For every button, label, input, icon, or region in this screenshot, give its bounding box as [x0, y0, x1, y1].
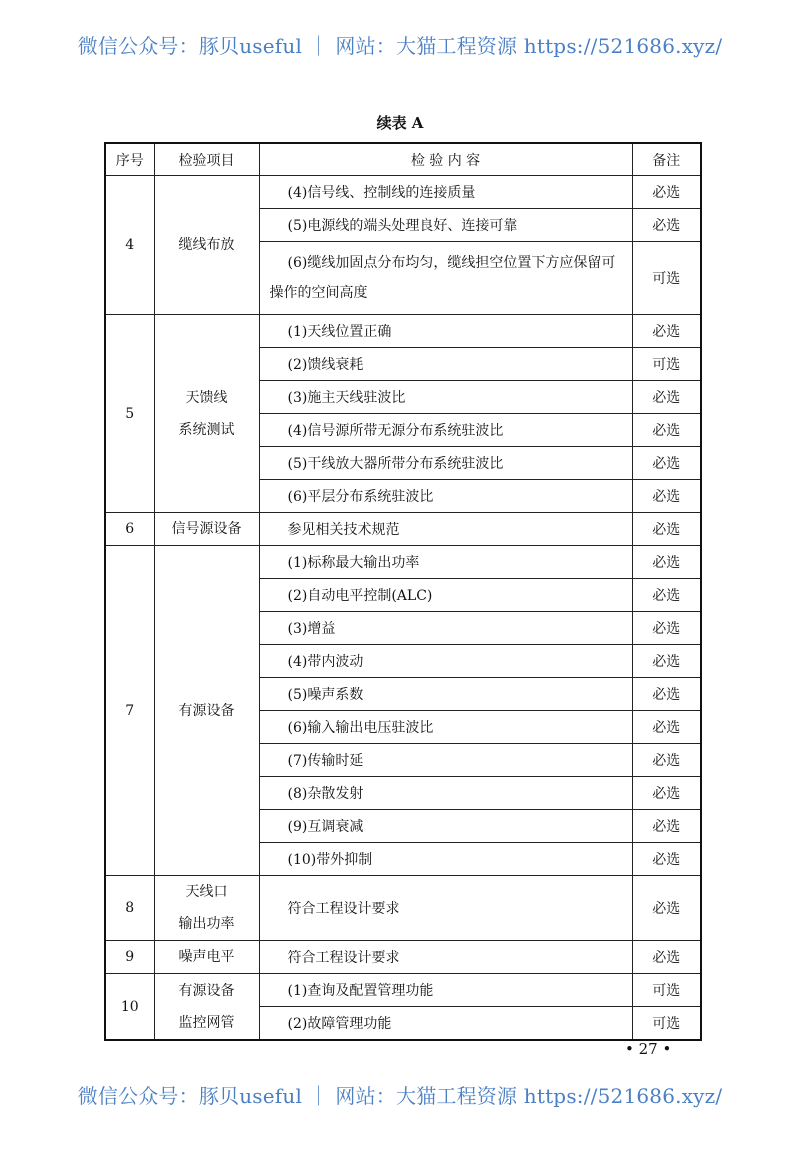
cell-note: 必选 — [632, 480, 701, 513]
item-line: 缆线布放 — [178, 237, 235, 253]
cell-content: (6)平层分布系统驻波比 — [259, 480, 632, 513]
item-line: 监控网管 — [178, 1014, 235, 1031]
table-row — [105, 315, 701, 348]
cell-content: (7)传输时延 — [259, 744, 632, 777]
item-line: 天线口 — [185, 884, 228, 900]
cell-content: (1)天线位置正确 — [259, 315, 632, 348]
cell-item — [154, 176, 259, 315]
cell-content: (6)缆线加固点分布均匀，缆线担空位置下方应保留可操作的空间高度 — [259, 242, 632, 315]
cell-note: 可选 — [632, 1007, 701, 1041]
table-row — [105, 546, 701, 579]
cell-no: 9 — [105, 941, 154, 974]
header-note: 备注 — [632, 143, 701, 176]
inspection-table — [104, 142, 702, 1041]
cell-content: (4)信号源所带无源分布系统驻波比 — [259, 414, 632, 447]
item-line: 天馈线 — [185, 389, 228, 406]
cell-content: (4)信号线、控制线的连接质量 — [259, 176, 632, 209]
table-header-row — [105, 143, 701, 176]
cell-note: 必选 — [632, 381, 701, 414]
cell-note: 必选 — [632, 209, 701, 242]
page-number: • 27 • — [625, 1040, 672, 1058]
cell-content: 符合工程设计要求 — [259, 941, 632, 974]
item-line: 噪声电平 — [178, 949, 235, 965]
cell-note: 必选 — [632, 176, 701, 209]
cell-item — [154, 315, 259, 513]
cell-content: (5)噪声系数 — [259, 678, 632, 711]
cell-content: (1)查询及配置管理功能 — [259, 974, 632, 1007]
cell-content: 符合工程设计要求 — [259, 876, 632, 941]
header-item: 检验项目 — [154, 143, 259, 176]
cell-content: (1)标称最大输出功率 — [259, 546, 632, 579]
cell-item — [154, 876, 259, 941]
cell-content: (2)馈线衰耗 — [259, 348, 632, 381]
cell-no: 7 — [105, 546, 154, 876]
cell-no: 8 — [105, 876, 154, 941]
cell-content: (4)带内波动 — [259, 645, 632, 678]
cell-no: 6 — [105, 513, 154, 546]
cell-item — [154, 513, 259, 546]
cell-content: (3)增益 — [259, 612, 632, 645]
header-content: 检 验 内 容 — [259, 143, 632, 176]
cell-item — [154, 941, 259, 974]
cell-content: (8)杂散发射 — [259, 777, 632, 810]
cell-note: 必选 — [632, 447, 701, 480]
cell-note: 必选 — [632, 414, 701, 447]
cell-note: 必选 — [632, 513, 701, 546]
cell-note: 必选 — [632, 711, 701, 744]
item-line: 有源设备 — [178, 702, 235, 719]
table-row — [105, 176, 701, 209]
cell-note: 必选 — [632, 645, 701, 678]
cell-no: 5 — [105, 315, 154, 513]
item-line: 系统测试 — [178, 421, 235, 438]
cell-note: 可选 — [632, 242, 701, 315]
item-line: 信号源设备 — [171, 521, 242, 537]
cell-note: 必选 — [632, 579, 701, 612]
item-line: 有源设备 — [178, 982, 235, 999]
table-row — [105, 974, 701, 1007]
cell-note: 必选 — [632, 315, 701, 348]
cell-content: (5)电源线的端头处理良好、连接可靠 — [259, 209, 632, 242]
cell-item — [154, 974, 259, 1041]
table-row — [105, 513, 701, 546]
cell-note: 必选 — [632, 876, 701, 941]
cell-content: (2)故障管理功能 — [259, 1007, 632, 1041]
item-line: 输出功率 — [178, 916, 235, 932]
watermark-top: 微信公众号：豚贝useful ｜ 网站：大猫工程资源 https://521686.xyz/ — [77, 34, 723, 58]
table-row — [105, 876, 701, 941]
cell-note: 必选 — [632, 744, 701, 777]
cell-note: 必选 — [632, 777, 701, 810]
cell-content: (10)带外抑制 — [259, 843, 632, 876]
cell-content: (2)自动电平控制(ALC) — [259, 579, 632, 612]
table-caption: 续表 A — [376, 114, 424, 132]
cell-note: 必选 — [632, 546, 701, 579]
cell-note: 必选 — [632, 810, 701, 843]
cell-no: 4 — [105, 176, 154, 315]
cell-content: 参见相关技术规范 — [259, 513, 632, 546]
cell-note: 必选 — [632, 941, 701, 974]
cell-content: (3)施主天线驻波比 — [259, 381, 632, 414]
watermark-bottom: 微信公众号：豚贝useful ｜ 网站：大猫工程资源 https://521686.xyz/ — [77, 1084, 723, 1108]
table-row — [105, 941, 701, 974]
cell-note: 可选 — [632, 974, 701, 1007]
header-no: 序号 — [105, 143, 154, 176]
cell-no: 10 — [105, 974, 154, 1041]
cell-content: (6)输入输出电压驻波比 — [259, 711, 632, 744]
cell-note: 必选 — [632, 843, 701, 876]
cell-note: 必选 — [632, 678, 701, 711]
cell-note: 可选 — [632, 348, 701, 381]
cell-content: (9)互调衰减 — [259, 810, 632, 843]
cell-content: (5)干线放大器所带分布系统驻波比 — [259, 447, 632, 480]
cell-item — [154, 546, 259, 876]
cell-note: 必选 — [632, 612, 701, 645]
